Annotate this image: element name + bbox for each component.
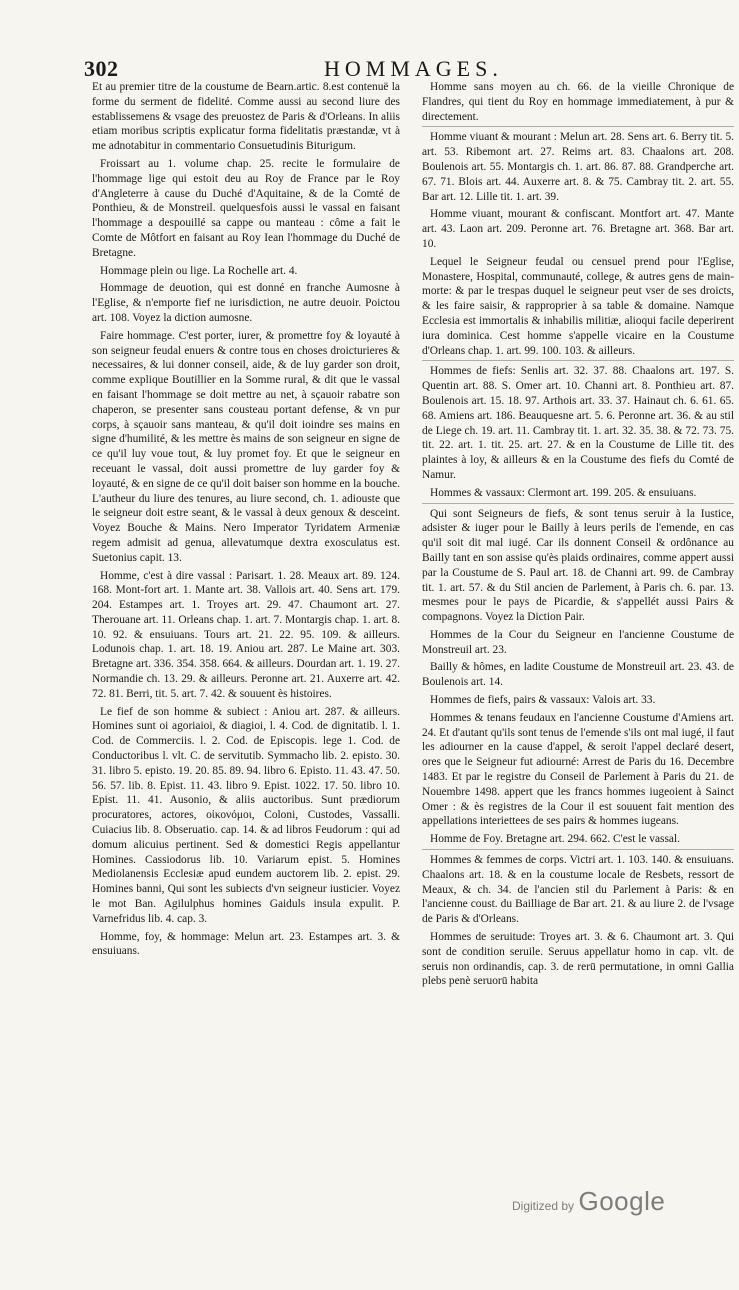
page-number: 302: [84, 56, 119, 81]
paragraph: Homme viuant, mourant & confiscant. Montfort art. 47. Mante art. 43. Laon art. 209. Peronne art. 76. Bretagne art. 368. Bar art. 10.: [422, 208, 734, 250]
paragraph: Hommes de fiefs, pairs & vassaux: Valois art. 33.: [430, 694, 656, 707]
paragraph: Le fief de son homme & subiect : Aniou art. 287. & ailleurs. Homines sunt oi agoriaioi, & diagioi, l. 4. Cod. de dignitatib. l. 1. Cod. de Commerciis. l. 2. Cod. de Episcopis. lege 1. Cod. de Conductoribus l. vlt. C. de servitutib. Symmacho lib. 2. episto. 30. 31. libro 5. episto. 19. 20. 85. 89. 94. libro 6. Episto. 11. 43. 47. 50. 56. 57. lib. 8. Epist. 11. 43. libro 9. Epist. 1022. 17. 50. libro 10. Epist. 11. 41. Ausonio, & aliis auctoribus. Sunt prædiorum procuratores, actores, οἰκονόμοι, Coloni, Custodes, Vassalli. Cuiacius lib. 8. Obseruatio. cap. 14. & ad libros Feudorum : qui ad domum alicuius pertinent. Sed & domestici Regis appellantur Homines. Cassiodorus lib. 10. Variarum epist. 5. Homines Mediolanensis Ecclesiæ apud eundem auctorem lib. 2. epist. 29. Homines banni, Qui sont les subiects d'vn seigneur iusticier. Voyez le mot Ban. Agilulphus homines Gaiduls insula expulit. P. Varnefridus lib. 4. cap. 3.: [92, 705, 400, 925]
paragraph: Homme sans moyen au ch. 66. de la vieille Chronique de Flandres, qui tient du Roy en hommage immediatement, à pur & directement.: [422, 80, 734, 127]
paragraph: Froissart au 1. volume chap. 25. recite le formulaire de l'hommage lige qui estoit deu au Roy de France par le Roy d'Angleterre à cause du Duché d'Aquitaine, & de la Comté de Ponthieu, & de Monstreil. quelquesfois aussi le vassal en faisant l'hommage a despouillé sa cappe ou manteau : côme a fait le Comte de Môtfort en faisant au Roy Iean l'hommage du Duché de Bretagne.: [92, 157, 400, 259]
paragraph: Qui sont Seigneurs de fiefs, & sont tenus seruir à la Iustice, adsister & iuger pour le Bailly à leurs perils de l'emende, en cas qu'il soit dit mal iugé. Car ils donnent Conseil & ordônance au Bailly tant en son assise qu'ès plaids ordinaires, comme appert aussi par la Coustume de S. Paul art. 18. de Channi art. 99. de Cambray tit. 1. art. 57. & du Stil ancien de Parlement, à Paris ch. 6. par. 13. mesmes pour le pays de Picardie, & s'appellét aussi Pairs & compagnons. Voyez la Diction Pair.: [422, 507, 734, 624]
paragraph: Hommes de fiefs: Senlis art. 32. 37. 88. Chaalons art. 197. S. Quentin art. 88. S. Omer art. 10. Channi art. 8. Ponthieu art. 87. Boulenois art. 15. 18. 97. Arthois art. 33. 37. Hainaut ch. 6. 61. 65. 68. Amiens art. 186. Beauquesne art. 5. 6. Peronne art. 36. & au stil de Liege ch. 19. art. 11. Cambray tit. 1. art. 32. 35. 38. & 72. 73. 75. tit. 22. art. 1. tit. 25. art. 27. & en la Coustume de Lille tit. des plaintes à loy, & ailleurs & en la Coustume des fiefs du Comté de Namur.: [422, 365, 734, 481]
google-logo-text: Google: [578, 1186, 666, 1216]
left-column: [92, 80, 400, 962]
paragraph: Lequel le Seigneur feudal ou censuel prend pour l'Eglise, Monastere, Hospital, communauté, college, & autres gens de main-morte: & par le trespas duquel le seigneur peut vser de ses droicts, & les faire saisir, & rapproprier à sa table & domaine. Namque Ecclesia est immortalis & inhabilis militiæ, alioqui facile deperirent iura dominica. Cest homme s'appelle vicaire en la Coustume d'Orleans chap. 1. art. 99. 100. 103. & ailleurs.: [422, 255, 734, 362]
paragraph: Et au premier titre de la coustume de Bearn.artic. 8.est contenuë la forme du serment de fidelité. Comme aussi au second liure des establissemens & vsage des preuostez de Paris & d'Orleans. In aliis etiam moribus scriptis explicatur forma fidelitatis præstandæ, vt à me adnotabitur in commentario Consuetudinis Biturigum.: [92, 81, 400, 153]
digitized-by-google-watermark: [512, 1186, 665, 1217]
paragraph: Faire hommage. C'est porter, iurer, & promettre foy & loyauté à son seigneur feudal enuers & contre tous en choses droicturieres & necessaires, & lui donner conseil, aide, & de luy garder son droit, comme explique Boutillier en la Somme rural, & dit que le vassal en faisant l'hommage se doit mettre au net, à sçauoir rabatre son chaperon, se presenter sans cousteau portant defense, & vn pur corps, à sçauoir sans manteau, & qu'il doit ioindre ses mains en signe d'humilité, & les mettre ès mains de son seigneur en signe de ce qu'il luy voue tout, & luy promet foy. Et que le seigneur en receuant le vassal, doit aussi promettre de luy garder foy & loyauté, & en signe de ce qu'il doit baiser son homme en la bouche. L'autheur du liure des tenures, au liure second, ch. 1. adiouste que le seigneur doit estre seant, & le vassal à deux genoux & desceint. Voyez Bouche & Mains. Nero Imperator Tyridatem Armeniæ regem admisit ad genua, allevatumque dextra exosculatus est. Suetonius capit. 13.: [92, 329, 400, 564]
digitized-by-text: Digitized by: [512, 1199, 575, 1213]
paragraph: Hommes & tenans feudaux en l'ancienne Coustume d'Amiens art. 24. Et d'autant qu'ils sont tenus de l'emende s'ils ont mal iugé, il faut les adiourner en la cause d'appel, & seroit l'appel declaré desert, ores que le Seigneur fut adiourné: Arrest de Paris du 16. Decembre 1483. Et par le registre du Conseil de Parlement à Paris du 21. de Nouembre 1498. appert que les francs hommes iugeoient à Sainct Omer : & ès registres de la Cour il est souuent fait mention des appellations interiettees de ses pairs & hommes iugeans.: [422, 711, 734, 828]
paragraph: Hommes & femmes de corps. Victri art. 1. 103. 140. & ensuiuans. Chaalons art. 18. & en la coustume locale de Resbets, ressort de Meaux, & ch. 34. de l'ancien stil du Parlement à Paris: & en l'ancienne coust. du Bailliage de Bar art. 21. & au liure 2. de l'vsage de Paris & d'Orleans.: [422, 854, 734, 926]
paragraph: Hommage plein ou lige. La Rochelle art. 4.: [100, 264, 298, 277]
paragraph: Hommage de deuotion, qui est donné en franche Aumosne à l'Eglise, & n'emporte fief ne iurisdiction, ne autre deuoir. Poictou art. 108. Voyez la diction aumosne.: [92, 282, 400, 324]
paragraph: Homme, c'est à dire vassal : Parisart. 1. 28. Meaux art. 89. 124. 168. Mont-fort art. 1. Mante art. 38. Vallois art. 40. Sens art. 179. 204. Estampes art. 1. Troyes art. 29. 47. Chaumont art. 27. Therouane art. 11. Orleans chap. 1. art. 7. Montargis chap. 1. art. 8. 10. 92. & ensuiuans. Tours art. 21. 22. 95. 109. & ailleurs. Lodunois chap. 1. art. 18. 19. Aniou art. 287. Le Maine art. 303. Bretagne art. 336. 354. 358. 664. & ailleurs. Dourdan art. 1. 19. 27. Normandie ch. 13. 29. & ailleurs. Peronne art. 21. Auxerre art. 42. 72. 81. Berri, tit. 5. art. 7. 42. & souuent ès histoires.: [92, 569, 400, 700]
running-title: HOMMAGES.: [324, 56, 503, 81]
paragraph: Hommes de seruitude: Troyes art. 3. & 6. Chaumont art. 3. Qui sont de condition seruile. Seruus appellatur homo in cap. vlt. de seruis non ordinandis, cap. 3. de rerū permutatione, in omni Gallia plebs penè seruorū habita: [422, 931, 734, 988]
paragraph: Homme, foy, & hommage: Melun art. 23. Estampes art. 3. & ensuiuans.: [92, 930, 400, 958]
right-column: [422, 80, 734, 992]
paragraph: Bailly & hômes, en ladite Coustume de Monstreuil art. 23. 43. de Boulenois art. 14.: [422, 661, 734, 689]
paragraph: Hommes & vassaux: Clermont art. 199. 205. & ensuiuans.: [422, 486, 734, 504]
paragraph: Homme viuant & mourant : Melun art. 28. Sens art. 6. Berry tit. 5. art. 53. Ribemont art. 27. Reims art. 83. Chaalons art. 208. Boulenois art. 55. Montargis ch. 1. art. 86. 87. 88. Grandperche art. 67. 71. Blois art. 44. Auxerre art. 8. & 75. Cambray tit. 2. art. 55. Bar art. 12. Lille tit. 1. art. 39.: [422, 131, 734, 203]
paragraph: Hommes de la Cour du Seigneur en l'ancienne Coustume de Monstreuil art. 23.: [422, 628, 734, 656]
paragraph: Homme de Foy. Bretagne art. 294. 662. C'est le vassal.: [422, 832, 734, 850]
